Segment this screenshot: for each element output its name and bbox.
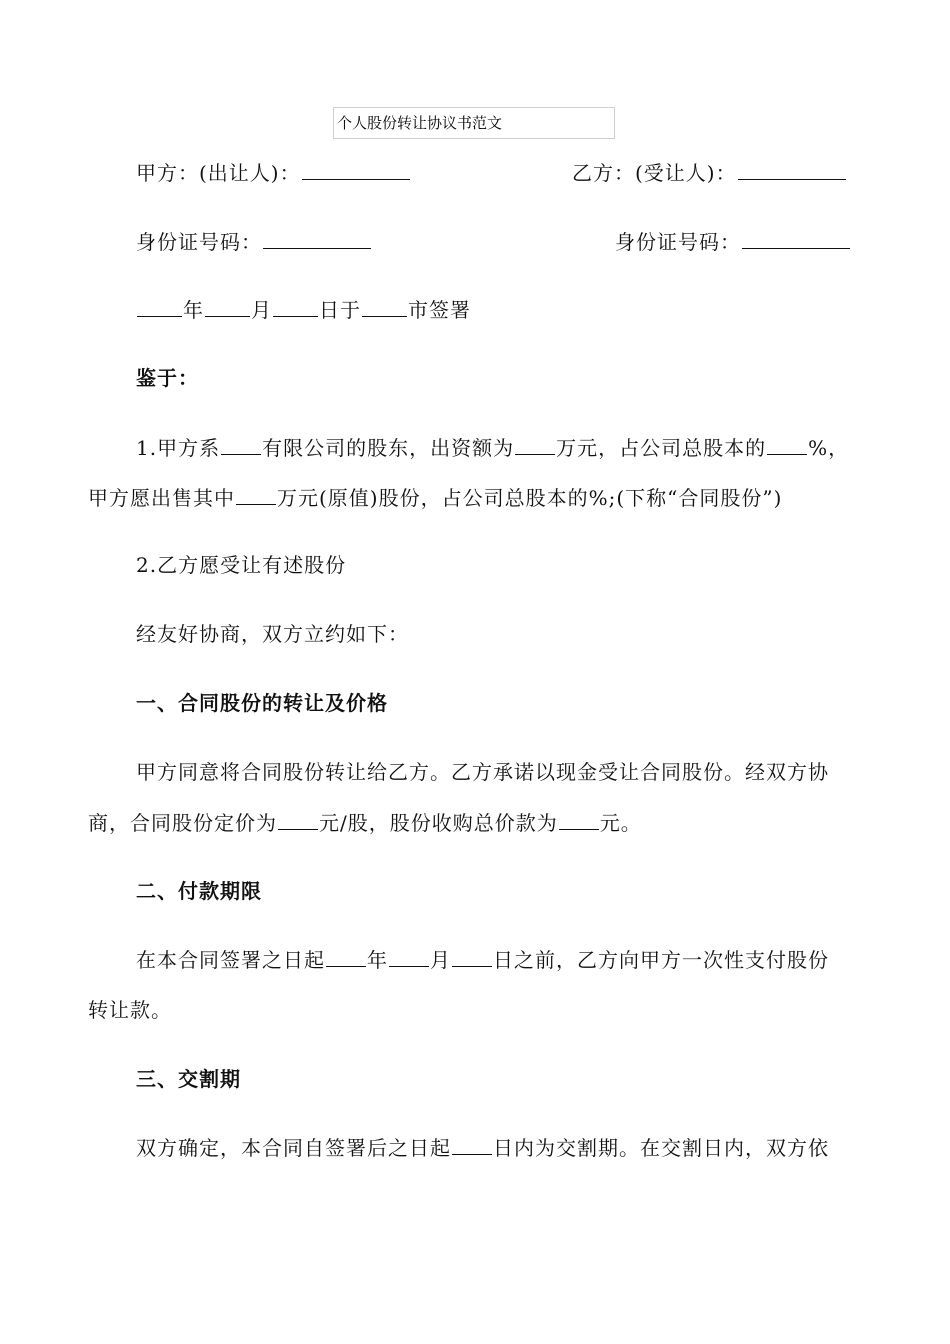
price-per-share-blank [278, 807, 318, 830]
section3-line1-a: 双方确定，本合同自签署后之日起 [136, 1136, 451, 1160]
capital-blank [515, 432, 555, 455]
percent-blank [767, 432, 807, 455]
party-b-line [572, 157, 847, 188]
document-title: 个人股份转让协议书范文 [333, 107, 615, 139]
section1-line2-b: 元/股，股份收购总价款为 [319, 811, 558, 835]
city-blank [362, 294, 407, 317]
party-a-id-blank [263, 226, 371, 249]
total-price-blank [559, 807, 599, 830]
clause1-text3: 万元，占公司总股本的 [556, 436, 767, 460]
agreement-intro: 经友好协商，双方立约如下： [136, 622, 409, 646]
section2-heading: 二、付款期限 [136, 879, 262, 903]
party-a-blank [302, 157, 410, 180]
section1-heading: 一、合同股份的转让及价格 [136, 691, 388, 715]
section2-line1 [136, 944, 829, 975]
section2-line2: 转让款。 [88, 998, 172, 1022]
city-label: 市签署 [408, 298, 471, 322]
party-b-blank [738, 157, 846, 180]
delivery-days-blank [452, 1132, 492, 1155]
party-a-id-line [136, 226, 372, 257]
party-a-label: 甲方：(出让人)： [136, 161, 301, 185]
section1-line2-c: 元。 [599, 811, 642, 835]
party-b-id-blank [742, 226, 850, 249]
day-blank [273, 294, 318, 317]
clause1-text4: %， [808, 436, 850, 460]
clause2: 2.乙方愿受让有述股份 [136, 553, 347, 577]
party-b-label: 乙方：(受让人)： [572, 161, 737, 185]
section1-line2 [88, 807, 642, 838]
pay-month-blank [389, 944, 429, 967]
section1-line1: 甲方同意将合同股份转让给乙方。乙方承诺以现金受让合同股份。经双方协 [136, 760, 829, 784]
section2-line1-a: 在本合同签署之日起 [136, 948, 325, 972]
sale-amount-blank [236, 482, 276, 505]
section2-year: 年 [367, 948, 388, 972]
clause1-line1 [136, 432, 849, 463]
whereas-heading: 鉴于： [136, 366, 199, 390]
section2-month: 月 [430, 948, 451, 972]
sign-date-line [136, 294, 471, 325]
section2-line1-d: 日之前，乙方向甲方一次性支付股份 [493, 948, 829, 972]
pay-day-blank [452, 944, 492, 967]
party-a-id-label: 身份证号码： [136, 230, 262, 254]
section3-line1 [136, 1132, 829, 1163]
company-blank [221, 432, 261, 455]
section3-line1-b: 日内为交割期。在交割日内，双方依 [493, 1136, 829, 1160]
day-label: 日于 [319, 298, 361, 322]
year-label: 年 [183, 298, 204, 322]
section3-heading: 三、交割期 [136, 1067, 241, 1091]
clause1-line2 [88, 482, 782, 513]
clause1-text2: 有限公司的股东，出资额为 [262, 436, 515, 460]
month-label: 月 [251, 298, 272, 322]
clause1-line2-rest: 万元(原值)股份，占公司总股本的%;(下称“合同股份”) [277, 486, 783, 510]
clause1-line2-prefix: 甲方愿出售其中 [88, 486, 235, 510]
section1-line2-a: 商，合同股份定价为 [88, 811, 277, 835]
pay-year-blank [326, 944, 366, 967]
party-b-id-line [615, 226, 851, 257]
year-blank [137, 294, 182, 317]
party-b-id-label: 身份证号码： [615, 230, 741, 254]
clause1-prefix: 1.甲方系 [136, 436, 221, 460]
party-a-line [136, 157, 411, 188]
month-blank [205, 294, 250, 317]
